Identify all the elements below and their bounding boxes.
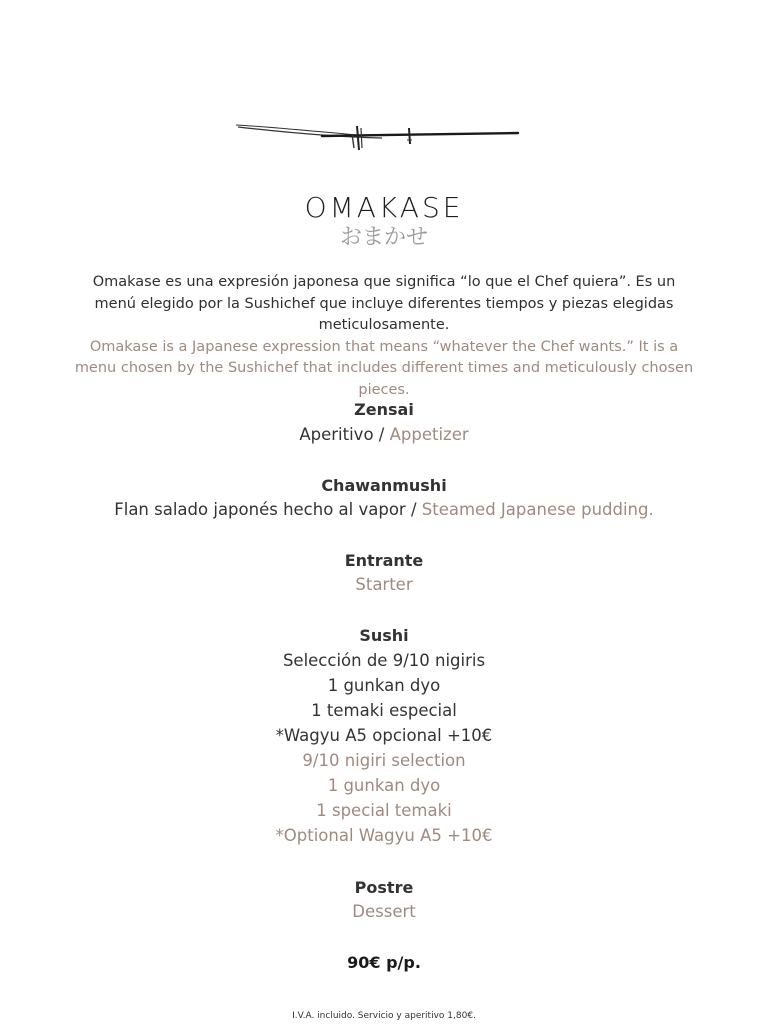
sushi-es-line-2: 1 gunkan dyo [327, 676, 441, 695]
sushi-en-line-2: 1 gunkan dyo [327, 776, 441, 795]
sushi-es-line-3: 1 temaki especial [311, 701, 457, 720]
course-desc-chawanmushi [0, 499, 768, 521]
sushi-en-line-3: 1 special temaki [316, 801, 452, 820]
course-desc-postre: Dessert [352, 902, 416, 921]
intro-text [70, 272, 698, 401]
course-title-postre: Postre [354, 878, 414, 897]
course-desc-entrante: Starter [355, 575, 413, 594]
tax-footnote: I.V.A. incluido. Servicio y aperitivo 1,80€. [292, 1011, 476, 1021]
chawanmushi-separator: / [405, 500, 422, 519]
course-title-chawanmushi: Chawanmushi [321, 476, 447, 495]
sushi-es-line-4: *Wagyu A5 opcional +10€ [275, 726, 493, 745]
page-title: OMAKASE [304, 191, 464, 224]
zensai-english: Appetizer [389, 425, 469, 444]
chawanmushi-spanish: Flan salado japonés hecho al vapor [114, 500, 406, 519]
sushi-en-line-4: *Optional Wagyu A5 +10€ [275, 826, 493, 845]
zensai-spanish: Aperitivo [299, 425, 374, 444]
menu-price: 90€ p/p. [347, 953, 421, 972]
brush-stroke-logo [232, 118, 522, 154]
intro-spanish: Omakase es una expresión japonesa que significa “lo que el Chef quiera”. Es un menú elegido por la Sushichef que incluye diferentes tiempos y piezas elegidas meticulosamente. [92, 274, 676, 333]
course-title-sushi: Sushi [359, 626, 409, 645]
sushi-es-line-1: Selección de 9/10 nigiris [282, 651, 486, 670]
intro-english: Omakase is a Japanese expression that means “whatever the Chef wants.” It is a menu chosen by the Sushichef that includes different times and meticulously chosen pieces. [74, 338, 694, 398]
zensai-separator: / [373, 425, 390, 444]
sushi-en-line-1: 9/10 nigiri selection [302, 751, 466, 770]
course-title-zensai: Zensai [354, 400, 414, 419]
page-title-japanese: おまかせ [339, 225, 428, 250]
course-title-entrante: Entrante [344, 551, 424, 570]
course-desc-zensai [0, 424, 768, 446]
chawanmushi-english: Steamed Japanese pudding. [421, 500, 654, 519]
